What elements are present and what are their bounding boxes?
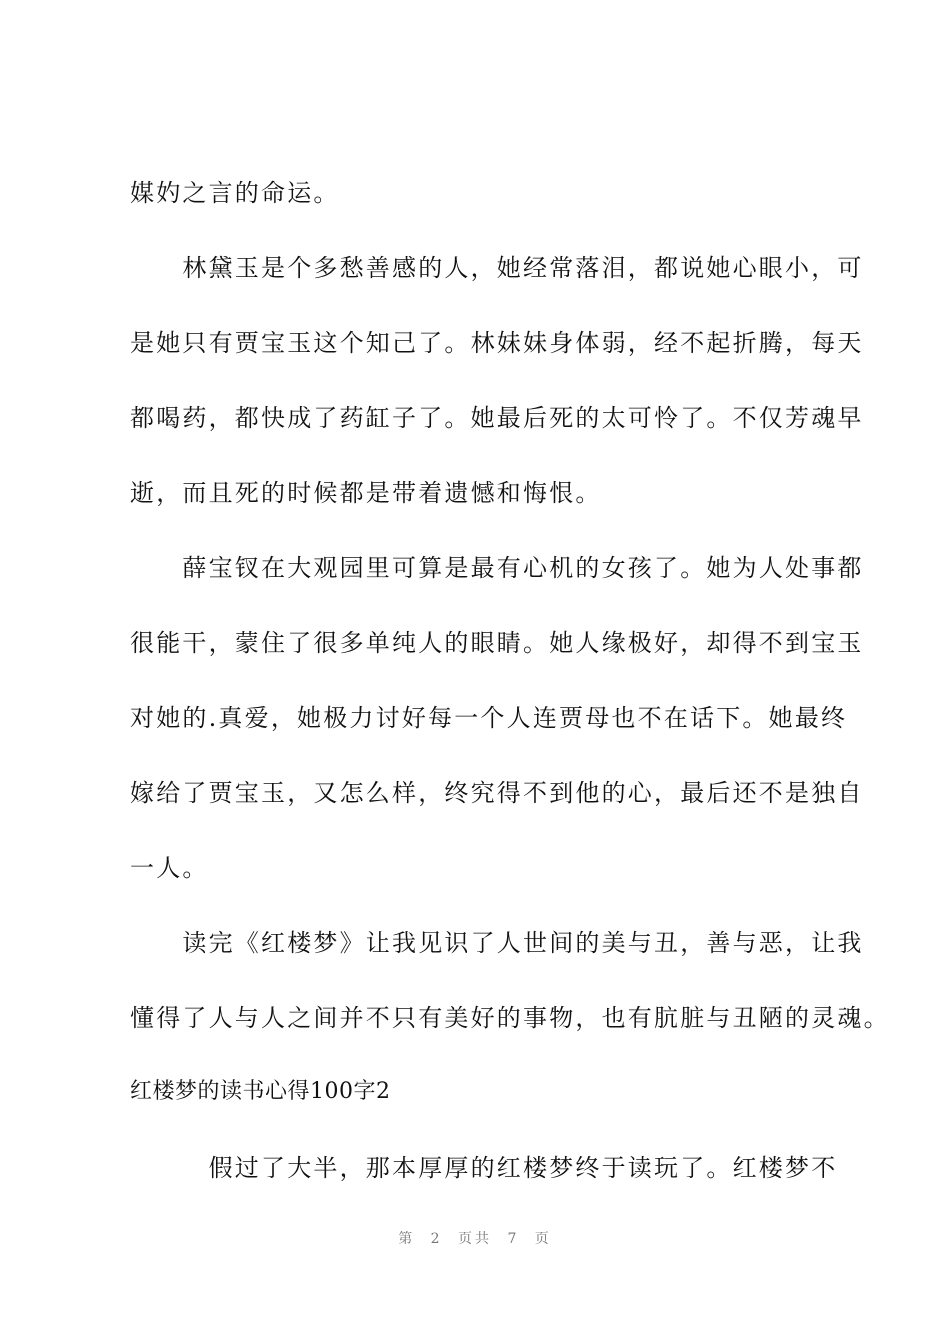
text-line: 很能干，蒙住了很多单纯人的眼睛。她人缘极好，却得不到宝玉	[130, 629, 864, 657]
text-line: 懂得了人与人之间并不只有美好的事物，也有肮脏与丑陋的灵魂。	[130, 1004, 890, 1032]
text-line: 一人。	[130, 854, 209, 882]
text-line: 林黛玉是个多愁善感的人，她经常落泪，都说她心眼小，可	[130, 254, 864, 282]
text-line: 假过了大半，那本厚厚的红楼梦终于读玩了。红楼梦不	[130, 1154, 838, 1182]
text-line: 薛宝钗在大观园里可算是最有心机的女孩了。她为人处事都	[130, 554, 864, 582]
section-heading: 红楼梦的读书心得100字2	[130, 1079, 391, 1104]
text-line: 媒妁之言的命运。	[130, 179, 340, 207]
text-line: 逝，而且死的时候都是带着遗憾和悔恨。	[130, 479, 602, 507]
text-line: 读完《红楼梦》让我见识了人世间的美与丑，善与恶，让我	[130, 929, 864, 957]
text-line: 对她的.真爱，她极力讨好每一个人连贾母也不在话下。她最终	[130, 704, 848, 732]
text-line: 都喝药，都快成了药缸子了。她最后死的太可怜了。不仅芳魂早	[130, 404, 864, 432]
page-footer: 第 2 页共 7 页	[398, 1231, 552, 1247]
text-line: 是她只有贾宝玉这个知己了。林妹妹身体弱，经不起折腾，每天	[130, 329, 864, 357]
text-line: 嫁给了贾宝玉，又怎么样，终究得不到他的心，最后还不是独自	[130, 779, 864, 807]
